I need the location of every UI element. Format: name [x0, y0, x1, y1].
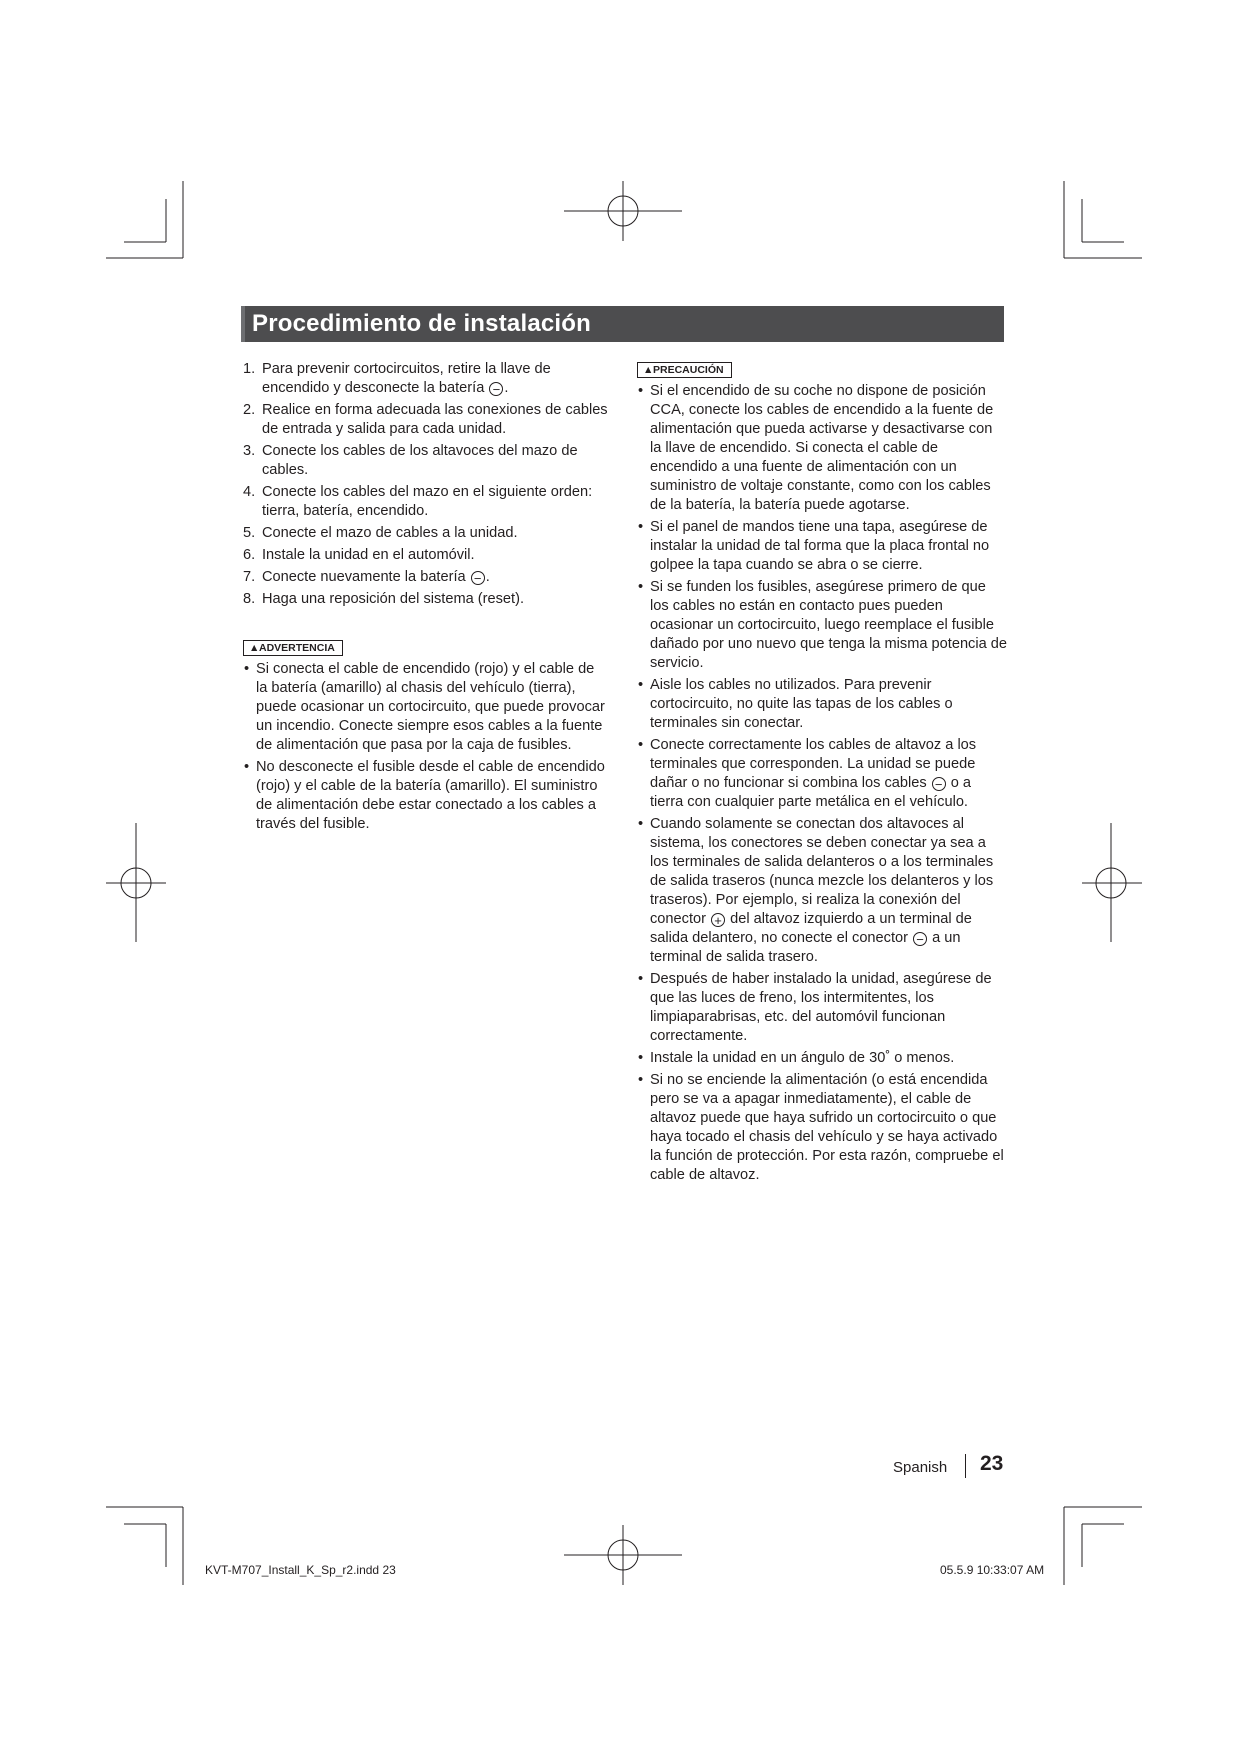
minus-circle-icon: − [471, 571, 485, 585]
warning-list [243, 660, 609, 834]
warning-label: ▲ADVERTENCIA [243, 640, 343, 656]
step-item: 1. Para prevenir cortocircuitos, retire la llave de encendido y desconecte la batería − . [243, 361, 551, 397]
slug-filename: KVT-M707_Install_K_Sp_r2.indd 23 [205, 1563, 396, 1577]
plus-circle-icon: + [711, 913, 725, 927]
caution-item: • Después de haber instalado la unidad, asegúrese de que las luces de freno, los intermitentes, los limpiaparabrisas, etc. del automóvil funcionan correctamente. [638, 971, 992, 1044]
step-item: 2. Realice en forma adecuada las conexiones de cables de entrada y salida para cada unidad. [243, 402, 608, 437]
caution-item: • Si no se enciende la alimentación (o está encendida pero se va a apagar inmediatamente), el cable de altavoz puede que haya sufrido un cortocircuito o que haya tocado el chasis del vehículo y se haya activado la función de protección. Por esta razón, compruebe el cable de altavoz. [638, 1072, 1004, 1183]
step-item: 4. Conecte los cables del mazo en el siguiente orden: tierra, batería, encendido. [243, 484, 593, 519]
right-column [637, 360, 1007, 1188]
warning-triangle-icon: ▲ [249, 642, 260, 654]
step-item: 7. Conecte nuevamente la batería − . [243, 569, 490, 586]
caution-item: • Si el panel de mandos tiene una tapa, asegúrese de instalar la unidad de tal forma que la placa frontal no golpee la tapa cuando se abra o se cierre. [638, 519, 990, 573]
slug-timestamp: 05.5.9 10:33:07 AM [940, 1563, 1045, 1577]
caution-item: • Cuando solamente se conectan dos altavoces al sistema, los conectores se deben conectar ya sea a los terminales de salida delanteros o a los terminales de salida traseros (nunca mezcle los delanteros y los traseros). Por ejemplo, si realiza la conexión del conector + del altavoz izquierdo a un terminal de salida delantero, no conecte el conector − a un terminal de salida trasero. [638, 816, 994, 965]
caution-label: ▲PRECAUCIÓN [637, 362, 732, 378]
step-item: 3. Conecte los cables de los altavoces del mazo de cables. [243, 443, 578, 478]
step-item: 6. Instale la unidad en el automóvil. [243, 547, 475, 563]
page-number: 23 [980, 1452, 1004, 1475]
left-column [243, 360, 609, 837]
footer-language: Spanish [893, 1459, 948, 1476]
caution-item: • Si se funden los fusibles, asegúrese primero de que los cables no están en contacto pues pueden ocasionar un cortocircuito, luego reemplace el fusible dañado por uno nuevo que tenga la misma potencia de servicio. [638, 579, 1007, 671]
caution-item: • Aisle los cables no utilizados. Para prevenir cortocircuito, no quite las tapas de los cables o terminales sin conectar. [638, 677, 953, 731]
warning-item: • Si conecta el cable de encendido (rojo) y el cable de la batería (amarillo) al chasis del vehículo (tierra), puede ocasionar un cortocircuito, que puede provocar un incendio. Conecte siempre esos cables a la fuente de alimentación que pasa por la caja de fusibles. [244, 661, 605, 753]
page-title: Procedimiento de instalación [252, 310, 592, 337]
footer-divider [965, 1454, 966, 1478]
minus-circle-icon: − [913, 932, 927, 946]
caution-list [637, 382, 1007, 1185]
step-item: 8. Haga una reposición del sistema (reset). [243, 591, 525, 607]
step-item: 5. Conecte el mazo de cables a la unidad. [243, 525, 518, 541]
installation-steps [243, 360, 609, 609]
minus-circle-icon: − [932, 777, 946, 791]
caution-item: • Si el encendido de su coche no dispone de posición CCA, conecte los cables de encendido a la fuente de alimentación que pueda activarse y desactivarse con la llave de encendido. Si conecta el cable de encendido a una fuente de alimentación con un suministro de voltaje constante, como con los cables de la batería, la batería puede agotarse. [638, 383, 994, 513]
minus-circle-icon: − [489, 382, 503, 396]
caution-item: • Conecte correctamente los cables de altavoz a los terminales que corresponden. La unidad se puede dañar o no funcionar si combina los cables − o a tierra con cualquier parte metálica en el vehículo. [638, 737, 977, 810]
warning-item: • No desconecte el fusible desde el cable de encendido (rojo) y el cable de la batería (amarillo). El suministro de alimentación debe estar conectado a los cables a través del fusible. [244, 759, 605, 832]
warning-triangle-icon: ▲ [643, 364, 654, 376]
caution-item: • Instale la unidad en un ángulo de 30˚ o menos. [638, 1050, 955, 1066]
